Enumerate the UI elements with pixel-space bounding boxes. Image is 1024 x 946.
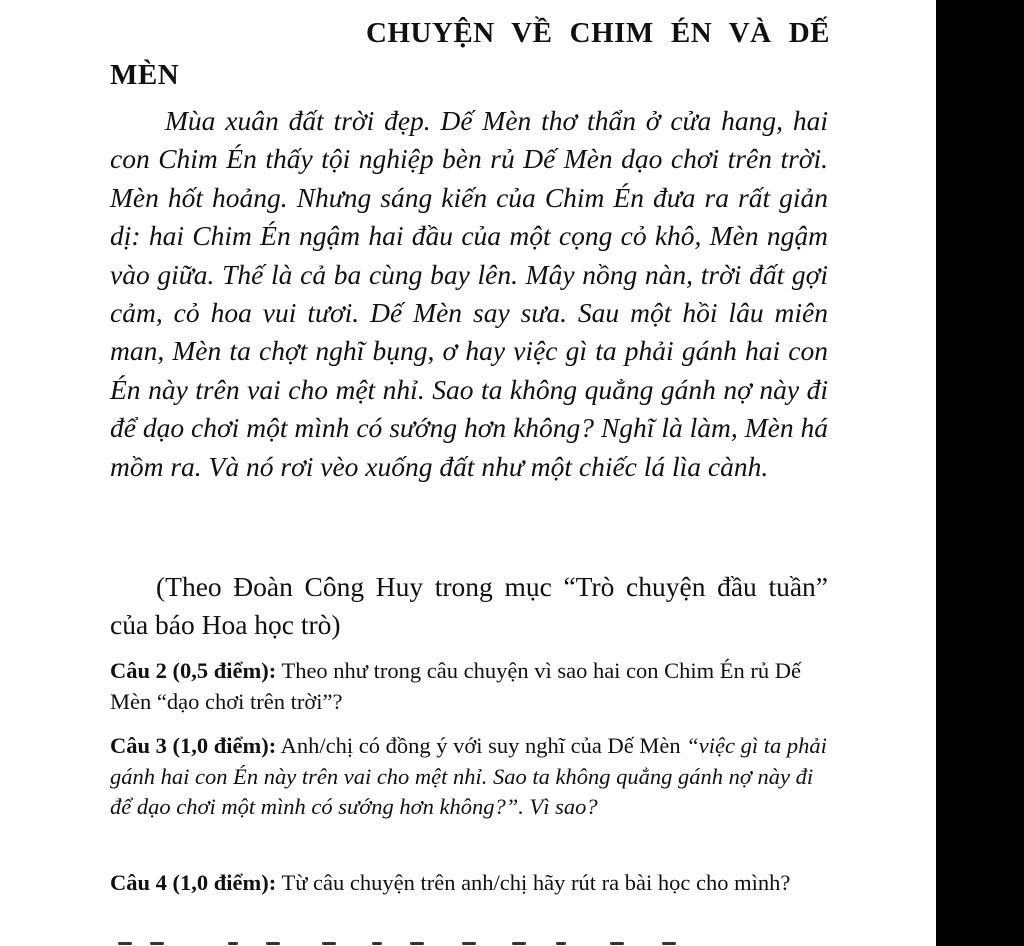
- question-3-label: Câu 3 (1,0 điểm):: [110, 733, 277, 758]
- question-4-text: Từ câu chuyện trên anh/chị hãy rút ra bài học cho mình?: [281, 870, 791, 895]
- cut-off-next-line: [110, 936, 690, 946]
- question-2-text: Theo như trong câu chuyện vì sao hai con Chim Én rủ Dế Mèn “dạo chơi trên trời”?: [110, 658, 802, 714]
- question-4: [110, 868, 828, 899]
- source-citation: (Theo Đoàn Công Huy trong mục “Trò chuyện đầu tuần” của báo Hoa học trò): [110, 571, 828, 640]
- story-paragraph: Mùa xuân đất trời đẹp. Dế Mèn thơ thẩn ở cửa hang, hai con Chim Én thấy tội nghiệp bèn rủ Dế Mèn dạo chơi trên trời. Mèn hốt hoảng. Nhưng sáng kiến của Chim Én đưa ra rất giản dị: hai Chim Én ngậm hai đầu của một cọng cỏ khô, Mèn ngậm vào giữa. Thế là cả ba cùng bay lên. Mây nồng nàn, trời đất gợi cảm, cỏ hoa vui tươi. Dế Mèn say sưa. Sau một hồi lâu miên man, Mèn ta chợt nghĩ bụng, ơ hay việc gì ta phải gánh hai con Én này trên vai cho mệt nhỉ. Sao ta không quẳng gánh nợ này đi để dạo chơi một mình có sướng hơn không? Nghĩ là làm, Mèn há mồm ra. Và nó rơi vèo xuống đất như một chiếc lá lìa cành.: [110, 105, 828, 482]
- question-2: [110, 656, 828, 717]
- question-3-text: Anh/chị có đồng ý với suy nghĩ của Dế Mèn: [280, 733, 681, 758]
- dark-margin-band: [936, 0, 1024, 946]
- question-3-quote: “việc gì ta phải gánh hai con Én này trên vai cho mệt nhỉ. Sao ta không quẳng gánh nợ này đi để dạo chơi một mình có sướng hơn không?”. Vì sao?: [110, 733, 827, 819]
- question-3: [110, 731, 828, 823]
- page-title: [110, 12, 830, 96]
- question-4-label: Câu 4 (1,0 điểm):: [110, 870, 277, 895]
- question-2-label: Câu 2 (0,5 điểm):: [110, 658, 277, 683]
- title-text: CHUYỆN VỀ CHIM ÉN VÀ DẾ MÈN: [110, 17, 830, 91]
